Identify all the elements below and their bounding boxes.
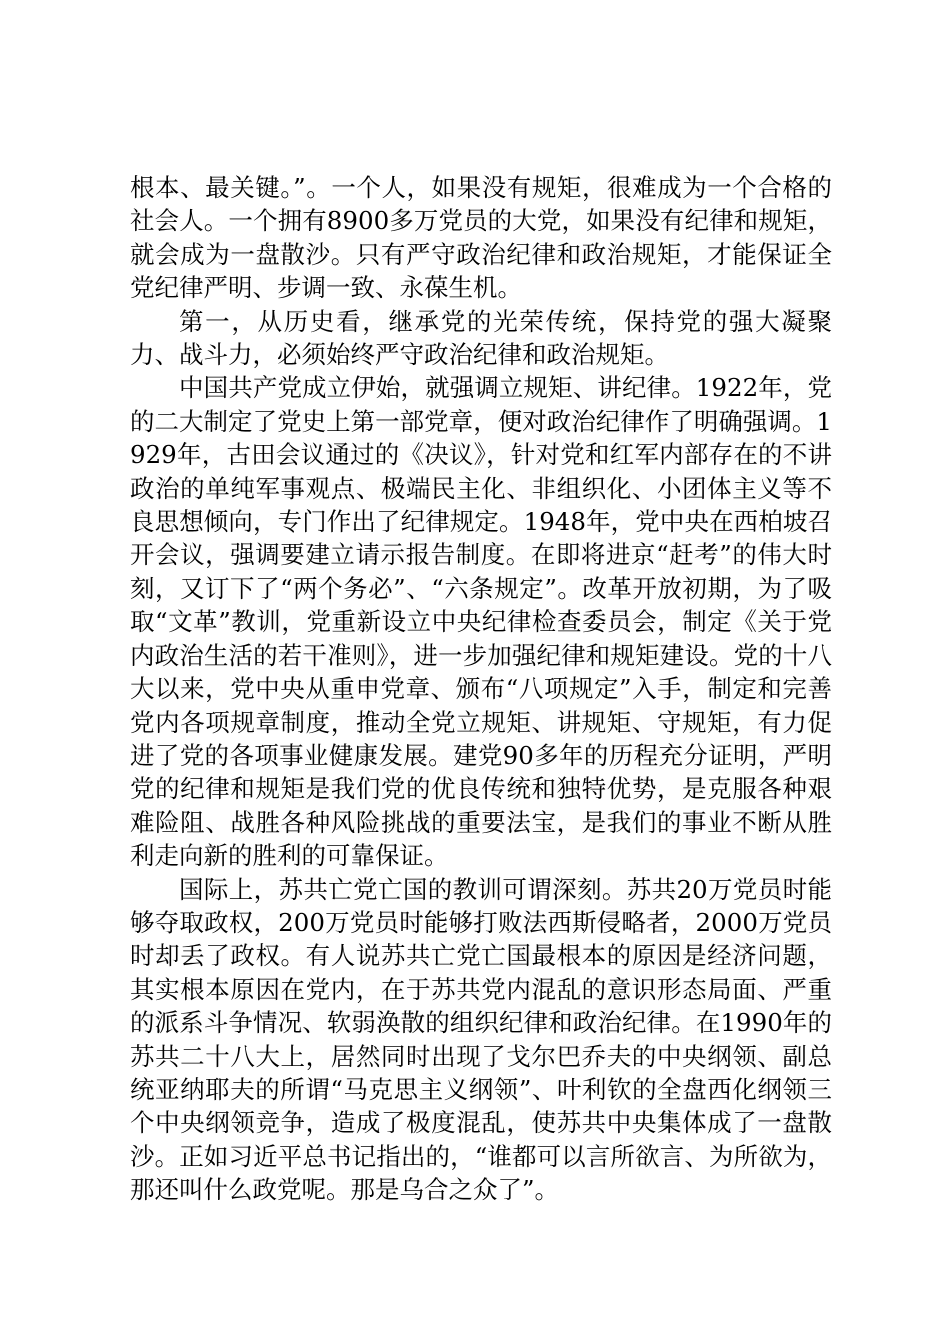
- paragraph-3: 中国共产党成立伊始，就强调立规矩、讲纪律。1922年，党的二大制定了党史上第一部党章，便对政治纪律作了明确强调。1929年，古田会议通过的《决议》，针对党和红军内部存在的不讲政治的单纯军事观点、极端民主化、非组织化、小团体主义等不良思想倾向，专门作出了纪律规定。1948年，党中央在西柏坡召开会议，强调要建立请示报告制度。在即将进京“赶考”的伟大时刻，又订下了“两个务必”、“六条规定”。改革开放初期，为了吸取“文革”教训，党重新设立中央纪律检查委员会，制定《关于党内政治生活的若干准则》，进一步加强纪律和规矩建设。党的十八大以来，党中央从重申党章、颁布“八项规定”入手，制定和完善党内各项规章制度，推动全党立规矩、讲规矩、守规矩，有力促进了党的各项事业健康发展。建党90多年的历程充分证明，严明党的纪律和规矩是我们党的优良传统和独特优势，是克服各种艰难险阻、战胜各种风险挑战的重要法宝，是我们的事业不断从胜利走向新的胜利的可靠保证。: [130, 373, 832, 871]
- paragraph-1: 根本、最关键。”。一个人，如果没有规矩，很难成为一个合格的社会人。一个拥有8900多万党员的大党，如果没有纪律和规矩，就会成为一盘散沙。只有严守政治纪律和政治规矩，才能保证全党纪律严明、步调一致、永葆生机。: [130, 173, 832, 303]
- paragraph-4: 国际上，苏共亡党亡国的教训可谓深刻。苏共20万党员时能够夺取政权，200万党员时能够打败法西斯侵略者，2000万党员时却丢了政权。有人说苏共亡党亡国最根本的原因是经济问题，其实根本原因在党内，在于苏共党内混乱的意识形态局面、严重的派系斗争情况、软弱涣散的组织纪律和政治纪律。在1990年的苏共二十八大上，居然同时出现了戈尔巴乔夫的中央纲领、副总统亚纳耶夫的所谓“马克思主义纲领”、叶利钦的全盘西化纲领三个中央纲领竞争，造成了极度混乱，使苏共中央集体成了一盘散沙。正如习近平总书记指出的，“谁都可以言所欲言、为所欲为，那还叫什么政党呢。那是乌合之众了”。: [130, 874, 832, 1205]
- paragraph-2: 第一，从历史看，继承党的光荣传统，保持党的强大凝聚力、战斗力，必须始终严守政治纪律和政治规矩。: [130, 306, 832, 370]
- document-body: [130, 171, 832, 1207]
